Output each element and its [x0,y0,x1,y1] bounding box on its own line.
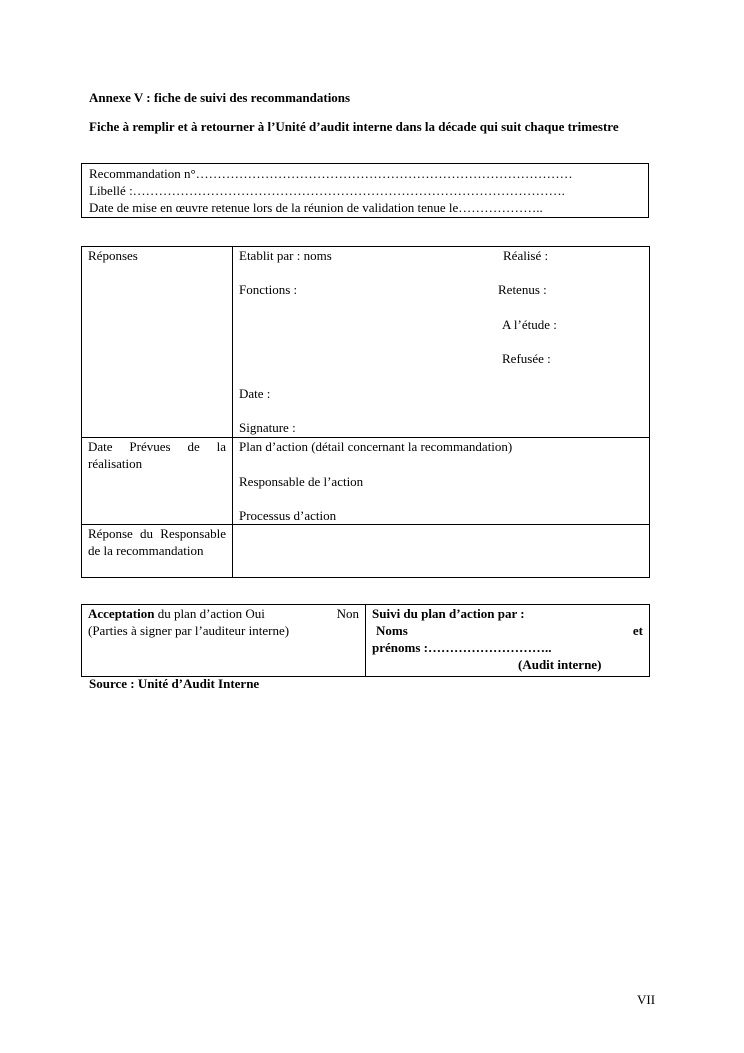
annex-title: Annexe V : fiche de suivi des recommandations [89,90,351,105]
implementation-date-line: Date de mise en œuvre retenue lors de la réunion de validation tenue le……………….. [89,200,543,215]
signing-parties: (Parties à signer par l’auditeur interne) [88,623,290,638]
acceptance-row [82,605,650,677]
planned-date-label-cell [82,438,233,525]
owner-response-label: Réponse du Responsable de la recommandation [88,526,226,558]
signature-field: Signature : [239,420,296,435]
names-line [372,622,643,639]
acceptance-line [88,605,359,622]
follow-up-title: Suivi du plan d’action par : [372,606,525,621]
follow-up-cell [366,605,650,677]
internal-audit-label: (Audit interne) [518,657,602,672]
acceptance-label: Acceptation [88,606,155,621]
status-refused: Refusée : [502,351,551,366]
recommendation-box [81,163,649,218]
acceptance-yes: du plan d’action Oui [154,606,265,621]
planned-date-label: Date Prévues de la réalisation [88,439,226,471]
action-owner: Responsable de l’action [239,473,364,489]
recommendation-number-line: Recommandation n°…………………………………………………………………………… [89,166,573,181]
acceptance-cell [82,605,366,677]
responses-table [81,246,650,578]
planned-date-row [82,438,650,525]
owner-response-cell [233,525,650,578]
action-plan-cell [233,438,650,525]
label-line: Libellé :………………………………………………………………………………………. [89,183,565,198]
date-field: Date : [239,386,271,401]
owner-response-row [82,525,650,578]
action-process: Processus d’action [239,508,337,523]
status-retained: Retenus : [498,282,547,297]
acceptance-no: Non [336,606,359,621]
first-names-line: prénoms :……………………….. [372,640,552,655]
responses-detail-cell [233,247,650,438]
page-number: VII [637,992,656,1007]
status-under-study: A l’étude : [502,317,557,332]
responses-row [82,247,650,438]
responses-label-cell [82,247,233,438]
owner-response-label-cell [82,525,233,578]
names-label: Noms [376,623,408,638]
status-realized: Réalisé : [503,248,549,263]
responses-label: Réponses [88,248,138,263]
functions: Fonctions : [239,282,298,297]
established-by: Etablit par : noms [239,248,332,263]
instruction-subtitle: Fiche à remplir et à retourner à l’Unité d’audit interne dans la décade qui suit chaque trimestre [89,119,619,134]
acceptance-table [81,604,650,677]
and-label: et [632,623,643,638]
action-plan: Plan d’action (détail concernant la recommandation) [239,439,513,454]
source-note: Source : Unité d’Audit Interne [89,676,260,691]
